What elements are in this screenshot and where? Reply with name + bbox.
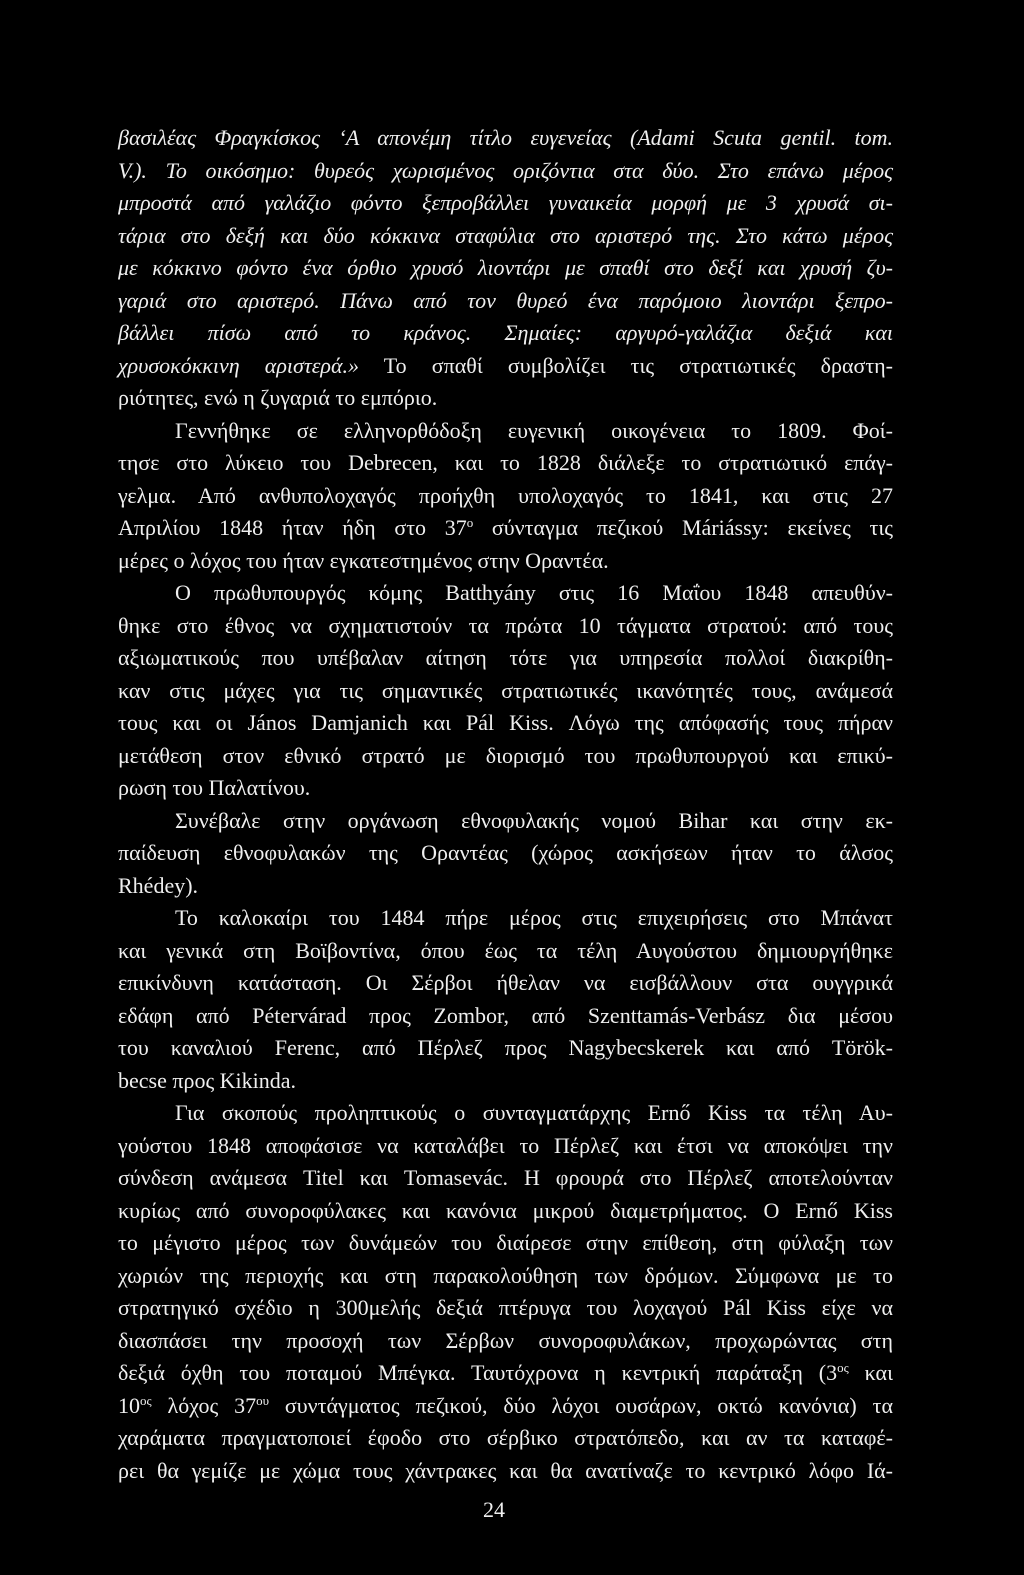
text-line: Ο πρωθυπουργός κόμης Batthyány στις 16 Μαΐου 1848 απευθύν-	[175, 580, 893, 605]
italic-quote-end: χρυσοκόκκινη αριστερά.»	[118, 352, 360, 378]
text-line: του καναλιού Ferenc, από Πέρλεζ προς Nagybecskerek και από Török-	[118, 1035, 893, 1060]
text-line: στρατηγικό σχέδιο η 300μελής δεξιά πτέρυγα του λοχαγού Pál Kiss είχε να	[118, 1295, 893, 1320]
text-line: θηκε στο έθνος να σχηματιστούν τα πρώτα 10 τάγματα στρατού: από τους	[118, 612, 893, 638]
superscript: ο	[466, 514, 474, 530]
text-line: χαράματα πραγματοποιεί έφοδο στο σέρβικο στρατόπεδο, και αν τα καταφέ-	[118, 1425, 893, 1450]
text-line: κυρίως από συνοροφύλακες και κανόνια μικρού διαμετρήματος. Ο Ernő Kiss	[118, 1197, 893, 1223]
paragraph	[118, 577, 893, 805]
text-segment: και	[848, 1360, 893, 1385]
paragraph	[118, 122, 893, 415]
paragraph	[118, 415, 893, 578]
text-line	[118, 1357, 893, 1390]
text-line: τησε στο λύκειο του Debrecen, και το 1828 διάλεξε το στρατιωτικό επάγ-	[118, 450, 893, 475]
superscript: ου	[256, 1392, 270, 1408]
text-segment: λόχος 37	[151, 1392, 257, 1418]
superscript: ος	[837, 1359, 849, 1375]
text-line: σύνδεση ανάμεσα Titel και Tomasevác. Η φρουρά στο Πέρλεζ αποτελούνταν	[118, 1165, 893, 1190]
text-segment: συντάγματος πεζικού, δύο λόχοι ουσάρων, οκτώ κανόνια) τα	[269, 1392, 893, 1418]
text-line: ρει θα γεμίζε με χώμα τους χάντρακες και θα ανατίναζε το κεντρικό λόφο Ιά-	[118, 1457, 893, 1483]
text-line: βασιλέας Φραγκίσκος ‘Α απονέμη τίτλο ευγενείας (Adami Scuta gentil. tom.	[118, 125, 893, 150]
text-line	[118, 1390, 893, 1423]
text-line: γαριά στο αριστερό. Πάνω από τον θυρεό ένα παρόμοιο λιοντάρι ξεπρο-	[118, 287, 893, 313]
text-line: και γενικά στη Βοϊβοντίνα, όπου έως τα τέλη Αυγούστου δημιουργήθηκε	[118, 937, 893, 963]
paragraph	[118, 1097, 893, 1487]
text-line: V.). Το οικόσημο: θυρεός χωρισμένος οριζόντια στα δύο. Στο επάνω μέρος	[118, 157, 893, 183]
text-segment: σύνταγμα πεζικού Máriássy: εκείνες τις	[473, 515, 893, 540]
text-line: γούστου 1848 αποφάσισε να καταλάβει το Πέρλεζ και έτσι να αποκόψει την	[118, 1132, 893, 1158]
text-line: χωριών της περιοχής και στη παρακολούθηση των δρόμων. Σύμφωνα με το	[118, 1262, 893, 1288]
text-line: αξιωματικούς που υπέβαλαν αίτηση τότε για υπηρεσία πολλοί διακρίθη-	[118, 645, 893, 670]
text-line: ριότητες, ενώ η ζυγαριά το εμπόριο.	[118, 385, 438, 410]
paragraph	[118, 902, 893, 1097]
text-segment: δεξιά όχθη του ποταμού Μπέγκα. Ταυτόχρονα η κεντρική παράταξη (3	[118, 1360, 838, 1385]
page-number: 24	[483, 1497, 505, 1522]
superscript: ος	[140, 1392, 152, 1408]
text-line: το μέγιστο μέρος των δυνάμεών του διαίρεσε στην επίθεση, στη φύλαξη των	[118, 1230, 893, 1255]
text-line: διασπάσει την προσοχή των Σέρβων συνοροφυλάκων, προχωρώντας στη	[118, 1327, 893, 1353]
text-line: καν στις μάχες για τις σημαντικές στρατιωτικές ικανότητές τους, ανάμεσά	[118, 677, 893, 703]
text-line: Rhédey).	[118, 872, 199, 898]
text-segment: Απριλίου 1848 ήταν ήδη στο 37	[118, 515, 467, 540]
text-line: εδάφη από Pétervárad προς Zombor, από Szenttamás-Verbász δια μέσου	[118, 1002, 893, 1028]
text-line: Το καλοκαίρι του 1484 πήρε μέρος στις επιχειρήσεις στο Μπάνατ	[175, 905, 893, 930]
text-line: becse προς Kikinda.	[118, 1067, 297, 1093]
text-segment: Το σπαθί συμβολίζει τις στρατιωτικές δραστη-	[359, 352, 894, 378]
text-line: Για σκοπούς προληπτικούς ο συνταγματάρχης Ernő Kiss τα τέλη Αυ-	[175, 1100, 893, 1125]
text-line: επικίνδυνη κατάσταση. Οι Σέρβοι ήθελαν να εισβάλλουν στα ουγγρικά	[118, 970, 893, 995]
text-line: βάλλει πίσω από το κράνος. Σημαίες: αργυρό-γαλάζια δεξιά και	[118, 320, 893, 345]
text-line: ρωση του Παλατίνου.	[118, 775, 311, 800]
text-segment: 10	[118, 1392, 140, 1418]
text-line: τάρια στο δεξή και δύο κόκκινα σταφύλια στο αριστερό της. Στο κάτω μέρος	[118, 222, 893, 248]
text-line: τους και οι János Damjanich και Pál Kiss. Λόγω της απόφασής τους πήραν	[118, 710, 893, 735]
text-line: γελμα. Από ανθυπολοχαγός προήχθη υπολοχαγός το 1841, και στις 27	[118, 482, 893, 508]
text-line: με κόκκινο φόντο ένα όρθιο χρυσό λιοντάρι με σπαθί στο δεξί και χρυσή ζυ-	[118, 255, 893, 280]
text-line: μετάθεση στον εθνικό στρατό με διορισμό του πρωθυπουργού και επικύ-	[118, 742, 893, 768]
body-text	[118, 122, 893, 1487]
text-line	[118, 350, 893, 383]
text-line	[118, 512, 893, 545]
text-line: μέρες ο λόχος του ήταν εγκατεστημένος στην Οραντέα.	[118, 547, 609, 573]
text-line: μπροστά από γαλάζιο φόντο ξεπροβάλλει γυναικεία μορφή με 3 χρυσά σι-	[118, 190, 893, 215]
text-line: παίδευση εθνοφυλακών της Οραντέας (χώρος ασκήσεων ήταν το άλσος	[118, 840, 893, 865]
text-line: Γεννήθηκε σε ελληνορθόδοξη ευγενική οικογένεια το 1809. Φοί-	[175, 417, 893, 443]
text-line: Συνέβαλε στην οργάνωση εθνοφυλακής νομού Bihar και στην εκ-	[175, 807, 893, 833]
paragraph	[118, 805, 893, 903]
